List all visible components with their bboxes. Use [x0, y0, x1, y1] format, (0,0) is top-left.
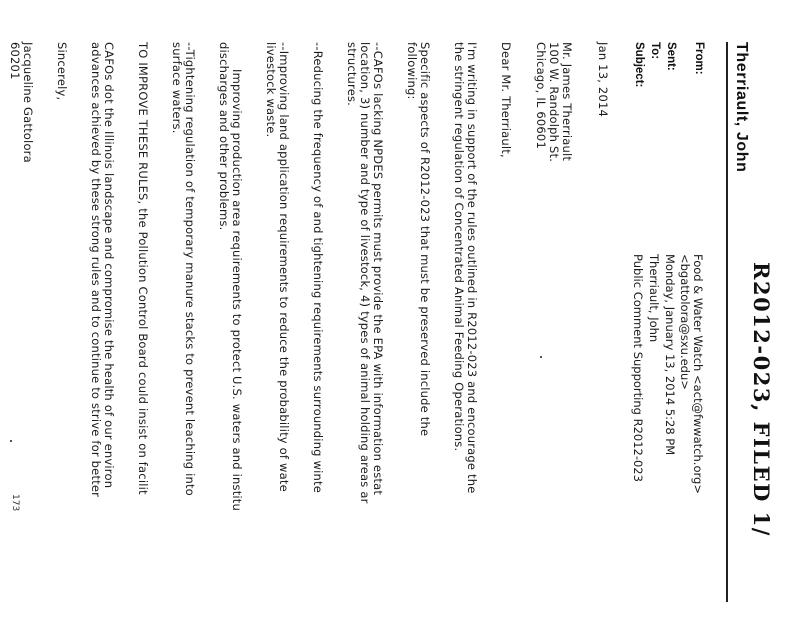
page-number: 173	[10, 494, 20, 512]
signature-name: Jacqueline Gattolora	[21, 42, 35, 163]
point4-line-1: --Tightening regulation of temporary manure stacks to prevent leaching into	[183, 42, 197, 496]
point2-line-2: --Improving land application requirements to reduce the probability of wate	[277, 42, 291, 492]
sender-name: Therriault, John	[733, 42, 750, 173]
point1-line-1: --CAFOs lacking NPDES permits must provide the EPA with information estat	[371, 42, 385, 496]
point3-line-2: discharges and other problems.	[217, 42, 231, 231]
recipient-city: Chicago, IL 60601	[534, 42, 548, 149]
point2-line-1: --Reducing the frequency of and tightening requirements surrounding winte	[311, 42, 325, 494]
salutation: Dear Mr. Therriault,	[499, 42, 513, 158]
subject-label: Subject:	[633, 42, 645, 88]
point4-line-2: surface waters.	[170, 42, 184, 134]
point2-line-3: livestock waste.	[264, 42, 278, 138]
point1-line-2: location, 3) number and type of livestock, 4) types of animal holding areas ar	[358, 42, 372, 504]
from-label: From:	[693, 42, 705, 75]
intro-line-2: the stringent regulation of Concentrated Animal Feeding Operations.	[452, 42, 466, 452]
sent-value: Monday, January 13, 2014 5:28 PM	[663, 254, 677, 456]
recipient-name: Mr. James Therriault	[560, 42, 574, 162]
to-value: Therriault, John	[647, 254, 661, 343]
point1-line-3: structures.	[345, 42, 359, 107]
scan-speck	[540, 356, 542, 358]
header-rule	[726, 42, 728, 602]
from-value: Food & Water Watch <act@fwwatch.org>	[691, 254, 705, 494]
subject-value: Public Comment Supporting R2012-023	[631, 254, 645, 482]
recipient-street: 100 W. Randolph St.	[547, 42, 561, 163]
closing-line-2: advances achieved by these strong rules and to continue to strive for better	[89, 42, 103, 498]
closing-line-1: CAFOs dot the Illinois landscape and compromise the health of our environ	[102, 42, 116, 489]
aspects-line-1: Specific aspects of R2012-023 that must be preserved include the	[418, 42, 432, 437]
sent-label: Sent:	[665, 42, 677, 71]
to-label: To:	[649, 42, 661, 60]
aspects-line-2: following:	[405, 42, 419, 100]
scan-speck	[10, 440, 12, 442]
point3-line-1: Improving production area requirements to protect U.S. waters and institu	[230, 69, 244, 512]
from-email: <bgattolora@sxu.edu>	[678, 254, 692, 390]
intro-line-1: I'm writing in support of the rules outlined in R2012-023 and encourage the	[465, 42, 479, 494]
filing-stamp: R2012-023, FILED 1/	[749, 262, 774, 537]
signature-zip: 60201	[8, 42, 22, 80]
letter-date: Jan 13, 2014	[596, 42, 610, 117]
improve-line: TO IMPROVE THESE RULES, the Pollution Control Board could insist on facilit	[136, 42, 150, 495]
signoff: Sincerely,	[55, 42, 69, 101]
